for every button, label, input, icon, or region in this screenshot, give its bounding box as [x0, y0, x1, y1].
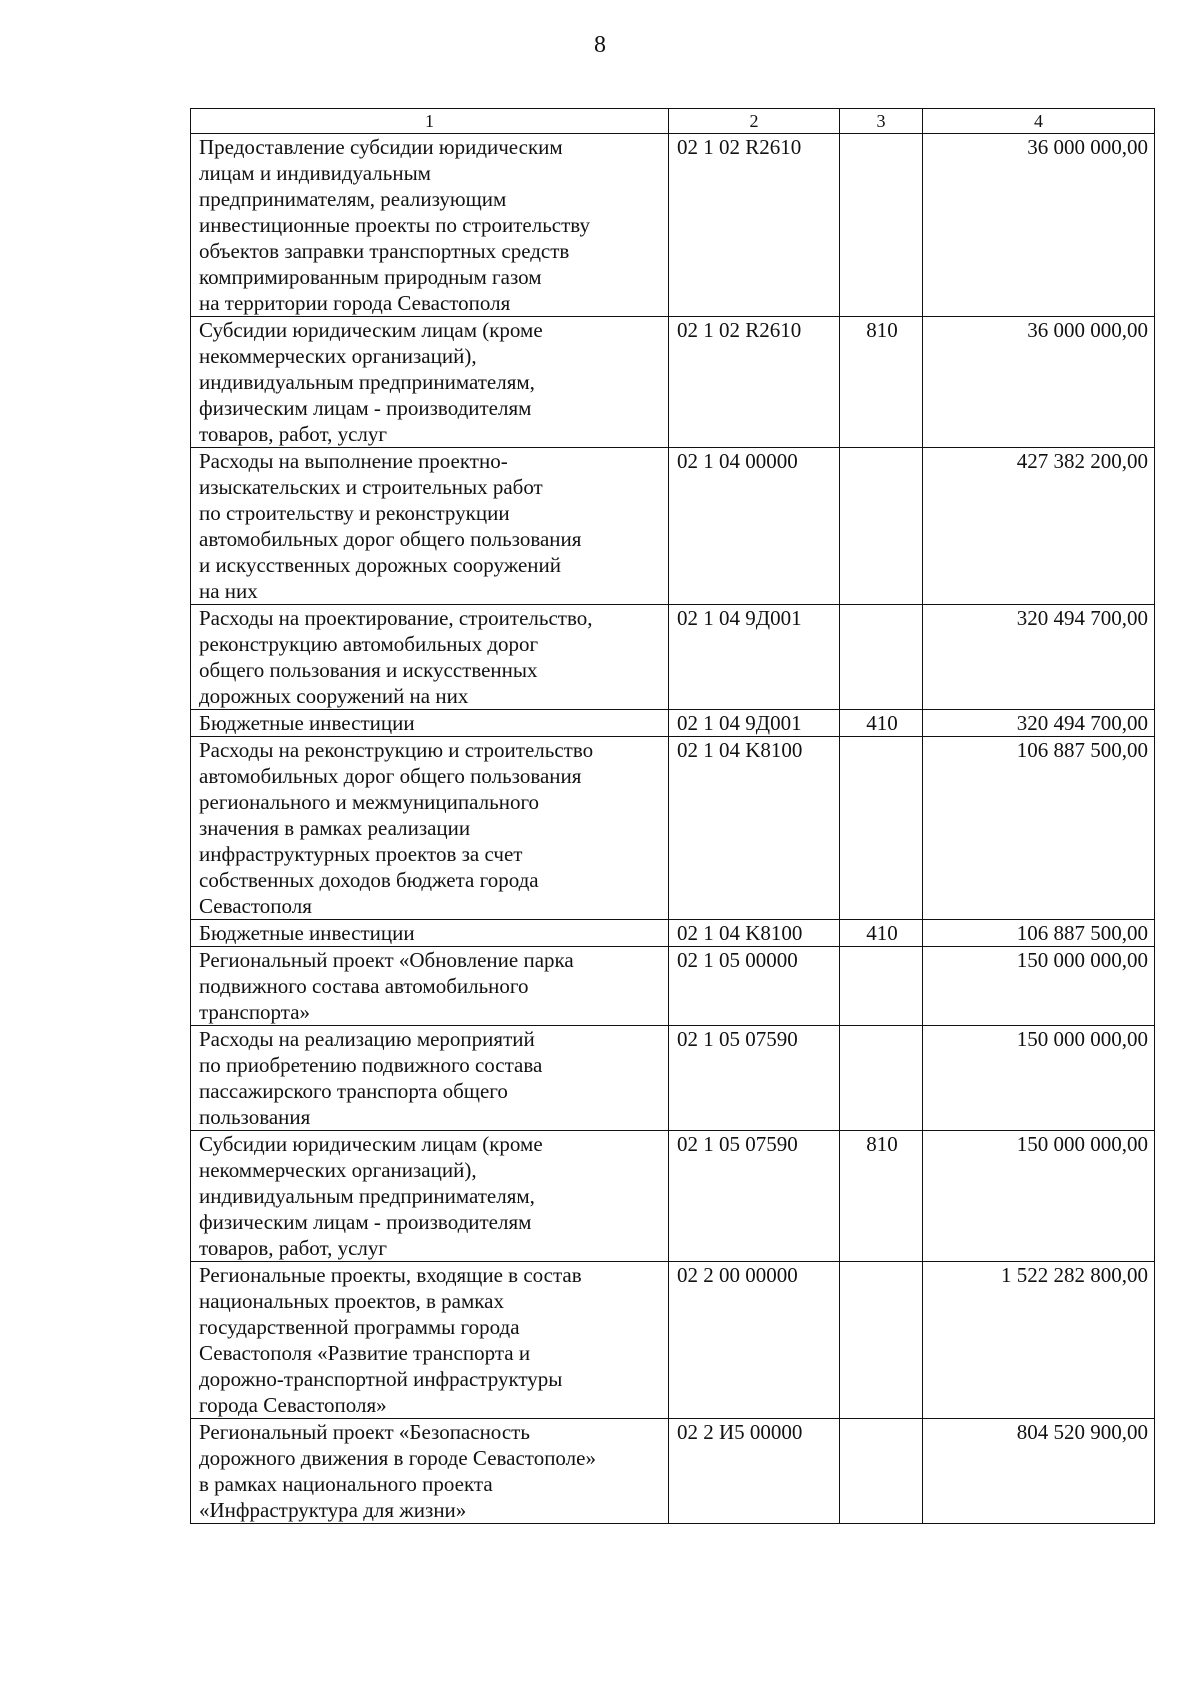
- expense-name-line: на территории города Севастополя: [199, 291, 511, 315]
- expense-type-cell: [840, 448, 923, 605]
- table-row: [191, 1262, 1155, 1419]
- expense-name-line: Субсидии юридическим лицам (кроме: [199, 1132, 543, 1156]
- target-code-cell: 02 2 И5 00000: [669, 1419, 840, 1524]
- expense-name-line: Севастополя «Развитие транспорта и: [199, 1341, 531, 1365]
- table-row: [191, 605, 1155, 710]
- expense-name-line: Региональный проект «Безопасность: [199, 1420, 530, 1444]
- expense-type-cell: 810: [840, 317, 923, 448]
- expense-name-line: компримированным природным газом: [199, 265, 542, 289]
- expense-name-line: товаров, работ, услуг: [199, 1236, 388, 1260]
- expense-name-line: Предоставление субсидии юридическим: [199, 135, 563, 159]
- table-row: [191, 1419, 1155, 1524]
- expense-name-line: Региональный проект «Обновление парка: [199, 948, 574, 972]
- expense-name-line: транспорта»: [199, 1000, 311, 1024]
- expense-name-line: инфраструктурных проектов за счет: [199, 842, 523, 866]
- expense-name-line: Бюджетные инвестиции: [199, 711, 415, 735]
- expense-type-cell: 410: [840, 920, 923, 947]
- expense-name-line: по строительству и реконструкции: [199, 501, 510, 525]
- amount-cell: 106 887 500,00: [923, 920, 1155, 947]
- table-row: [191, 920, 1155, 947]
- expense-name-line: национальных проектов, в рамках: [199, 1289, 504, 1313]
- expense-name-line: Севастополя: [199, 894, 312, 918]
- target-code-cell: 02 1 05 07590: [669, 1026, 840, 1131]
- expense-name-line: и искусственных дорожных сооружений: [199, 553, 562, 577]
- expense-name-line: дорожных сооружений на них: [199, 684, 469, 708]
- expense-name-line: города Севастополя»: [199, 1393, 387, 1417]
- budget-table: [190, 108, 1155, 1524]
- expense-name-cell: [191, 317, 669, 448]
- table-body: [191, 134, 1155, 1524]
- expense-name-line: инвестиционные проекты по строительству: [199, 213, 590, 237]
- table-row: [191, 448, 1155, 605]
- target-code-cell: 02 1 04 00000: [669, 448, 840, 605]
- table-row: [191, 1026, 1155, 1131]
- table-row: [191, 134, 1155, 317]
- expense-name-line: дорожного движения в городе Севастополе»: [199, 1446, 596, 1470]
- expense-name-line: Бюджетные инвестиции: [199, 921, 415, 945]
- table-row: [191, 317, 1155, 448]
- expense-name-cell: [191, 947, 669, 1026]
- target-code-cell: 02 1 04 K8100: [669, 737, 840, 920]
- expense-name-line: объектов заправки транспортных средств: [199, 239, 570, 263]
- expense-name-line: по приобретению подвижного состава: [199, 1053, 543, 1077]
- expense-name-cell: [191, 1262, 669, 1419]
- amount-cell: 36 000 000,00: [923, 317, 1155, 448]
- page-number: 8: [594, 32, 606, 58]
- expense-name-cell: [191, 1131, 669, 1262]
- expense-name-line: некоммерческих организаций),: [199, 1158, 477, 1182]
- expense-type-cell: [840, 605, 923, 710]
- expense-name-cell: [191, 1026, 669, 1131]
- expense-name-line: пассажирского транспорта общего: [199, 1079, 508, 1103]
- expense-name-line: на них: [199, 579, 258, 603]
- expense-type-cell: 410: [840, 710, 923, 737]
- expense-name-line: Расходы на реконструкцию и строительство: [199, 738, 594, 762]
- expense-name-cell: [191, 710, 669, 737]
- expense-type-cell: [840, 1262, 923, 1419]
- expense-type-cell: [840, 737, 923, 920]
- expense-name-line: изыскательских и строительных работ: [199, 475, 543, 499]
- expense-name-cell: [191, 1419, 669, 1524]
- expense-name-line: некоммерческих организаций),: [199, 344, 477, 368]
- table-header-row: [191, 109, 1155, 134]
- amount-cell: 150 000 000,00: [923, 1026, 1155, 1131]
- expense-name-line: «Инфраструктура для жизни»: [199, 1498, 467, 1522]
- expense-name-cell: [191, 605, 669, 710]
- expense-name-line: автомобильных дорог общего пользования: [199, 764, 582, 788]
- amount-cell: 1 522 282 800,00: [923, 1262, 1155, 1419]
- table-row: [191, 947, 1155, 1026]
- amount-cell: 106 887 500,00: [923, 737, 1155, 920]
- expense-name-line: индивидуальным предпринимателям,: [199, 1184, 535, 1208]
- expense-type-cell: [840, 947, 923, 1026]
- target-code-cell: 02 1 04 K8100: [669, 920, 840, 947]
- expense-name-line: пользования: [199, 1105, 311, 1129]
- expense-name-line: Субсидии юридическим лицам (кроме: [199, 318, 543, 342]
- expense-name-line: регионального и межмуниципального: [199, 790, 540, 814]
- expense-type-cell: 810: [840, 1131, 923, 1262]
- expense-name-line: реконструкцию автомобильных дорог: [199, 632, 539, 656]
- amount-cell: 150 000 000,00: [923, 947, 1155, 1026]
- expense-name-cell: [191, 448, 669, 605]
- target-code-cell: 02 1 05 07590: [669, 1131, 840, 1262]
- expense-name-line: собственных доходов бюджета города: [199, 868, 539, 892]
- expense-name-line: товаров, работ, услуг: [199, 422, 388, 446]
- table-row: [191, 1131, 1155, 1262]
- target-code-cell: 02 1 02 R2610: [669, 134, 840, 317]
- target-code-cell: 02 2 00 00000: [669, 1262, 840, 1419]
- expense-name-line: государственной программы города: [199, 1315, 520, 1339]
- expense-name-line: физическим лицам - производителям: [199, 396, 532, 420]
- expense-name-line: автомобильных дорог общего пользования: [199, 527, 582, 551]
- expense-name-line: дорожно-транспортной инфраструктуры: [199, 1367, 563, 1391]
- expense-name-line: Расходы на реализацию мероприятий: [199, 1027, 535, 1051]
- target-code-cell: 02 1 04 9Д001: [669, 710, 840, 737]
- amount-cell: 804 520 900,00: [923, 1419, 1155, 1524]
- amount-cell: 320 494 700,00: [923, 710, 1155, 737]
- table-row: [191, 710, 1155, 737]
- expense-name-line: физическим лицам - производителям: [199, 1210, 532, 1234]
- expense-type-cell: [840, 1419, 923, 1524]
- expense-name-line: Расходы на выполнение проектно-: [199, 449, 508, 473]
- expense-name-cell: [191, 134, 669, 317]
- header-col-4: 4: [923, 109, 1155, 134]
- header-col-3: 3: [840, 109, 923, 134]
- target-code-cell: 02 1 04 9Д001: [669, 605, 840, 710]
- expense-type-cell: [840, 134, 923, 317]
- expense-name-line: Региональные проекты, входящие в состав: [199, 1263, 582, 1287]
- amount-cell: 36 000 000,00: [923, 134, 1155, 317]
- expense-name-line: общего пользования и искусственных: [199, 658, 538, 682]
- header-col-2: 2: [669, 109, 840, 134]
- target-code-cell: 02 1 02 R2610: [669, 317, 840, 448]
- target-code-cell: 02 1 05 00000: [669, 947, 840, 1026]
- expense-name-cell: [191, 920, 669, 947]
- expense-name-line: в рамках национального проекта: [199, 1472, 493, 1496]
- expense-name-cell: [191, 737, 669, 920]
- expense-name-line: подвижного состава автомобильного: [199, 974, 529, 998]
- amount-cell: 427 382 200,00: [923, 448, 1155, 605]
- expense-name-line: значения в рамках реализации: [199, 816, 471, 840]
- expense-name-line: индивидуальным предпринимателям,: [199, 370, 535, 394]
- header-col-1: 1: [191, 109, 669, 134]
- amount-cell: 320 494 700,00: [923, 605, 1155, 710]
- expense-type-cell: [840, 1026, 923, 1131]
- table-row: [191, 737, 1155, 920]
- amount-cell: 150 000 000,00: [923, 1131, 1155, 1262]
- expense-name-line: лицам и индивидуальным: [199, 161, 431, 185]
- expense-name-line: предпринимателям, реализующим: [199, 187, 507, 211]
- expense-name-line: Расходы на проектирование, строительство,: [199, 606, 593, 630]
